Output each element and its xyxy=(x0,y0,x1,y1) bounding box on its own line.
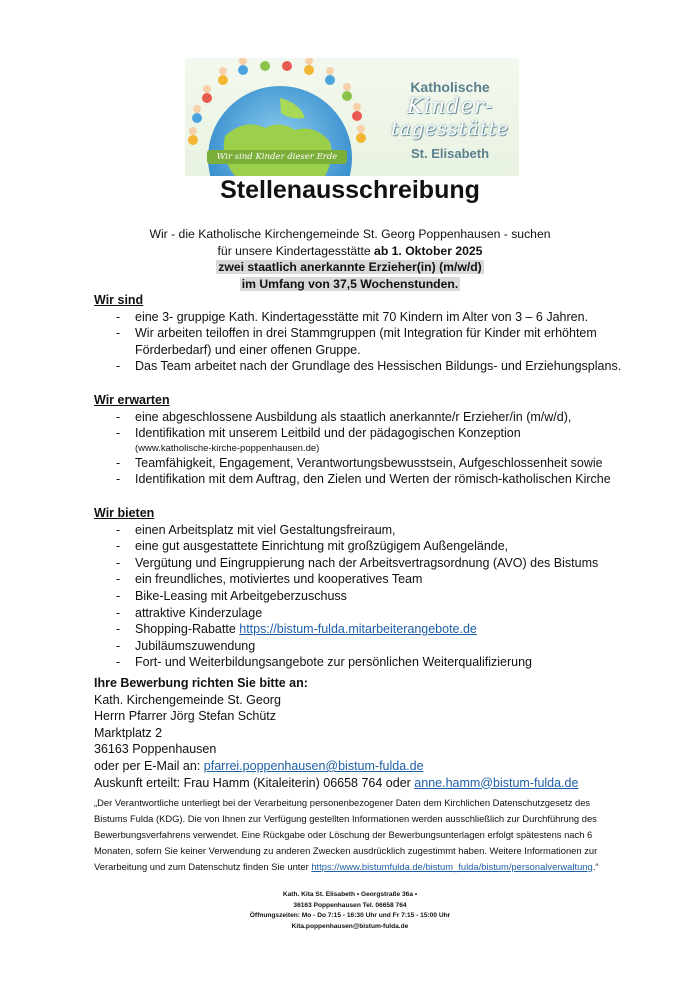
intro-block xyxy=(0,226,700,292)
contact-email-line xyxy=(94,758,634,775)
contact-line: Kath. Kirchengemeinde St. Georg xyxy=(94,692,281,707)
page-footer xyxy=(0,890,700,932)
logo-line-katholische: Katholische xyxy=(410,79,490,95)
list-item-text: Identifikation mit unserem Leitbild und der pädagogischen Konzeption xyxy=(135,426,521,441)
application-contact xyxy=(94,675,634,791)
position-highlight: zwei staatlich anerkannte Erzieher(in) (m/w/d) xyxy=(218,260,482,274)
privacy-text: „Der Verantwortliche unterliegt bei der Verarbeitung personenbezogener Daten dem Kirchlichen Datenschutzgesetz des Bistums Fulda (KDG). Die von Ihnen zur Verfügung gestellten Informationen werden ausschließlich zur Durchführung des Bewerbungsverfahrens verwendet. Eine Rückgabe oder Löschung der Bewerbungsunterlagen erfolgt spätestens nach 6 Monaten, sofern Sie keiner Verwendung zu anderen Zwecken ausdrücklich zugestimmt haben. Weitere Informationen zur Verarbeitung und zum Datenschutz finden Sie unter xyxy=(94,797,598,872)
intro-line-1: Wir - die Katholische Kirchengemeinde St. Georg Poppenhausen - suchen xyxy=(149,227,551,241)
wir-erwarten-list xyxy=(94,409,634,488)
list-item: - einen Arbeitsplatz mit viel Gestaltungsfreiraum, xyxy=(94,522,634,539)
list-item: - eine 3- gruppige Kath. Kindertagesstätte mit 70 Kindern im Alter von 3 – 6 Jahren. xyxy=(94,309,634,326)
logo-line-kinder: Kinder- xyxy=(407,94,493,118)
list-item-text: Shopping-Rabatte xyxy=(135,622,240,637)
website-note: (www.katholische-kirche-poppenhausen.de) xyxy=(135,442,320,454)
list-item: - eine abgeschlossene Ausbildung als staatlich anerkannte/r Erzieher/in (m/w/d), xyxy=(94,409,634,426)
contact-line: Marktplatz 2 xyxy=(94,725,163,740)
list-item xyxy=(94,425,634,455)
privacy-link[interactable]: https://www.bistumfulda.de/bistum_fulda/bistum/personalverwaltung xyxy=(311,861,593,872)
wir-bieten-list xyxy=(94,522,634,671)
parish-email-link[interactable]: pfarrei.poppenhausen@bistum-fulda.de xyxy=(203,758,424,773)
footer-line: Öffnungszeiten: Mo - Do 7:15 - 16:30 Uhr und Fr 7:15 - 15:00 Uhr xyxy=(249,912,451,919)
section-heading: Wir sind xyxy=(94,293,144,307)
hours-highlight: im Umfang von 37,5 Wochenstunden. xyxy=(241,276,459,291)
email-prefix: oder per E-Mail an: xyxy=(94,758,204,773)
kita-logo xyxy=(185,58,519,176)
contact-heading: Ihre Bewerbung richten Sie bitte an: xyxy=(94,676,308,690)
privacy-suffix: .“ xyxy=(592,861,599,872)
logo-line-tagesstaette: tagesstätte xyxy=(390,118,510,140)
section-wir-erwarten xyxy=(94,392,634,488)
footer-line: Kita.poppenhausen@bistum-fulda.de xyxy=(291,922,409,930)
list-item: - eine gut ausgestattete Einrichtung mit großzügigem Außengelände, xyxy=(94,538,634,555)
list-item: - Das Team arbeitet nach der Grundlage des Hessischen Bildungs- und Erziehungsplans. xyxy=(94,358,634,375)
kita-lead-email-link[interactable]: anne.hamm@bistum-fulda.de xyxy=(414,775,579,790)
logo-ribbon: Wir sind Kinder dieser Erde xyxy=(207,150,347,164)
footer-line: 36163 Poppenhausen Tel. 06658 764 xyxy=(293,901,407,909)
list-item xyxy=(94,621,634,638)
intro-line-3 xyxy=(0,259,700,276)
contact-line: 36163 Poppenhausen xyxy=(94,742,217,757)
list-item: - attraktive Kinderzulage xyxy=(94,605,634,622)
section-wir-sind xyxy=(94,292,634,375)
page-title: Stellenausschreibung xyxy=(220,176,480,204)
shopping-discount-link[interactable]: https://bistum-fulda.mitarbeiterangebote.de xyxy=(239,622,477,637)
logo-line-st-elisabeth: St. Elisabeth xyxy=(410,146,490,161)
start-date: ab 1. Oktober 2025 xyxy=(374,243,483,258)
intro-line-2 xyxy=(0,243,700,260)
list-item: - Fort- und Weiterbildungsangebote zur persönlichen Weiterqualifizierung xyxy=(94,654,634,671)
list-item: - Jubiläumszuwendung xyxy=(94,638,634,655)
list-item: - Bike-Leasing mit Arbeitgeberzuschuss xyxy=(94,588,634,605)
list-item: - Identifikation mit dem Auftrag, den Zielen und Werten der römisch-katholischen Kirche xyxy=(94,471,634,488)
section-heading: Wir erwarten xyxy=(94,393,170,407)
privacy-notice xyxy=(94,795,614,875)
info-prefix: Auskunft erteilt: Frau Hamm (Kitaleiterin) 06658 764 oder xyxy=(94,775,415,790)
intro-line-2-prefix: für unsere Kindertagesstätte xyxy=(217,243,375,258)
contact-info-line xyxy=(94,775,634,792)
list-item: - Wir arbeiten teiloffen in drei Stammgruppen (mit Integration für Kinder mit erhöhtem Förderbedarf) und einer offenen Gruppe. xyxy=(94,325,634,358)
section-heading: Wir bieten xyxy=(94,506,155,520)
section-wir-bieten xyxy=(94,505,634,671)
contact-line: Herrn Pfarrer Jörg Stefan Schütz xyxy=(94,709,277,724)
footer-line: Kath. Kita St. Elisabeth • Georgstraße 36a • xyxy=(282,891,418,898)
intro-line-4 xyxy=(0,276,700,293)
list-item: - Teamfähigkeit, Engagement, Verantwortungsbewusstsein, Aufgeschlossenheit sowie xyxy=(94,455,634,472)
list-item: - ein freundliches, motiviertes und kooperatives Team xyxy=(94,571,634,588)
wir-sind-list xyxy=(94,309,634,375)
list-item: - Vergütung und Eingruppierung nach der Arbeitsvertragsordnung (AVO) des Bistums xyxy=(94,555,634,572)
